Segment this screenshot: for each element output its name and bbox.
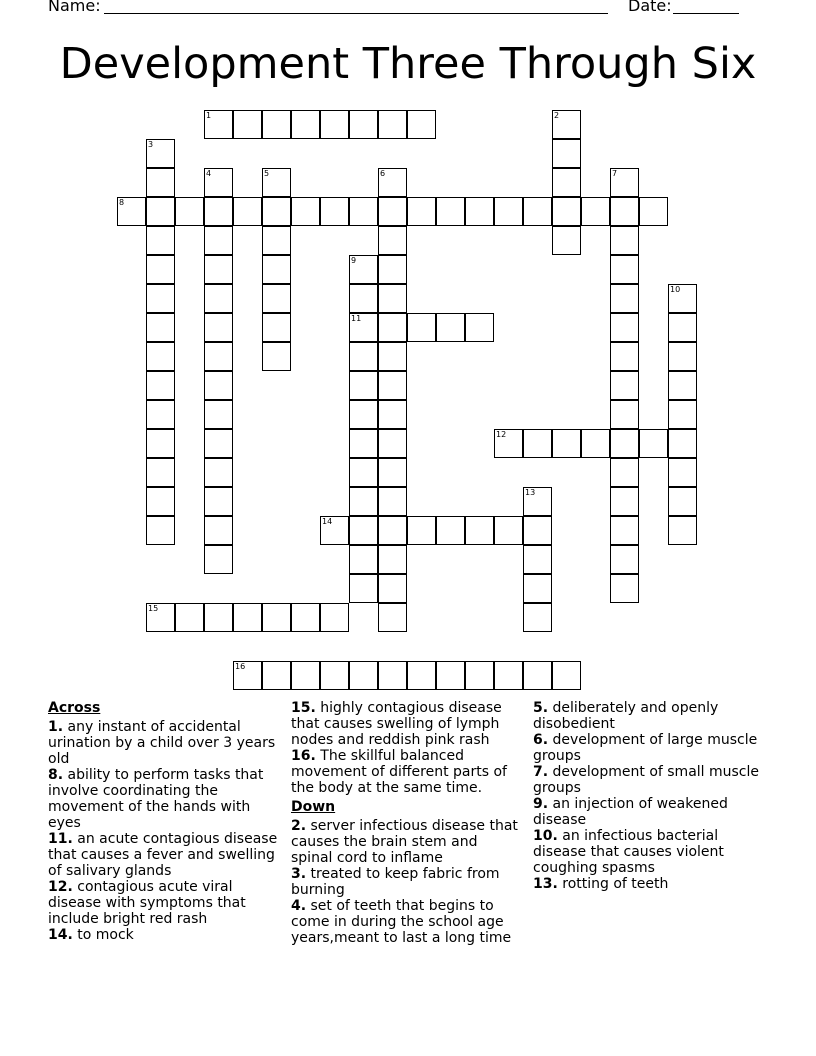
- grid-cell[interactable]: [378, 429, 407, 458]
- grid-cell[interactable]: [146, 400, 175, 429]
- clue-item: [291, 700, 523, 748]
- grid-cell[interactable]: [349, 574, 378, 603]
- grid-cell[interactable]: [523, 545, 552, 574]
- grid-cell[interactable]: [552, 139, 581, 168]
- grid-cell[interactable]: [610, 371, 639, 400]
- clue-number: 4.: [291, 898, 307, 914]
- grid-cell[interactable]: [320, 603, 349, 632]
- grid-cell[interactable]: [668, 458, 697, 487]
- name-label: Name:: [48, 0, 101, 15]
- clue-number: 10.: [533, 828, 558, 844]
- clue-number: 1.: [48, 719, 64, 735]
- clue-number-1: 1: [206, 111, 212, 120]
- grid-cell[interactable]: [349, 487, 378, 516]
- grid-cell[interactable]: [668, 516, 697, 545]
- grid-cell[interactable]: [378, 458, 407, 487]
- clue-number: 15.: [291, 700, 316, 716]
- grid-cell[interactable]: [552, 661, 581, 690]
- grid-cell[interactable]: [262, 255, 291, 284]
- grid-cell[interactable]: [494, 516, 523, 545]
- down-clue-list-continued: [533, 700, 768, 892]
- grid-cell[interactable]: [146, 429, 175, 458]
- grid-cell[interactable]: [494, 197, 523, 226]
- clue-item: [533, 828, 768, 876]
- grid-cell[interactable]: [146, 371, 175, 400]
- grid-cell[interactable]: [378, 255, 407, 284]
- clue-number-16: 16: [235, 662, 246, 671]
- clue-number: 3.: [291, 866, 307, 882]
- grid-cell[interactable]: [523, 603, 552, 632]
- grid-cell[interactable]: [349, 342, 378, 371]
- grid-cell[interactable]: [262, 342, 291, 371]
- grid-cell[interactable]: [204, 284, 233, 313]
- clue-item: [48, 879, 280, 927]
- clue-number: 13.: [533, 876, 558, 892]
- grid-cell[interactable]: [378, 574, 407, 603]
- grid-cell[interactable]: [378, 661, 407, 690]
- grid-cell[interactable]: [407, 313, 436, 342]
- clue-number: 7.: [533, 764, 549, 780]
- grid-cell[interactable]: [262, 661, 291, 690]
- grid-cell[interactable]: [204, 342, 233, 371]
- clue-item: [48, 831, 280, 879]
- date-label: Date:: [628, 0, 672, 15]
- clue-number: 8.: [48, 767, 64, 783]
- grid-cell[interactable]: [204, 429, 233, 458]
- grid-cell[interactable]: [465, 197, 494, 226]
- grid-cell[interactable]: [320, 661, 349, 690]
- grid-cell[interactable]: [204, 226, 233, 255]
- clue-item: [291, 898, 523, 946]
- grid-cell[interactable]: [668, 400, 697, 429]
- grid-cell[interactable]: [494, 661, 523, 690]
- grid-cell[interactable]: [552, 226, 581, 255]
- grid-cell[interactable]: [320, 197, 349, 226]
- clue-number-14: 14: [322, 517, 333, 526]
- grid-cell[interactable]: [349, 661, 378, 690]
- clue-number-9: 9: [351, 256, 357, 265]
- clue-number-11: 11: [351, 314, 362, 323]
- grid-cell[interactable]: [407, 110, 436, 139]
- clue-item: [48, 767, 280, 831]
- grid-cell[interactable]: [552, 197, 581, 226]
- clue-number: 2.: [291, 818, 307, 834]
- grid-cell[interactable]: [407, 197, 436, 226]
- grid-cell[interactable]: [610, 255, 639, 284]
- grid-cell[interactable]: [146, 168, 175, 197]
- grid-cell[interactable]: [378, 226, 407, 255]
- clue-number-8: 8: [119, 198, 125, 207]
- grid-cell[interactable]: [581, 429, 610, 458]
- grid-cell[interactable]: [639, 197, 668, 226]
- grid-cell[interactable]: [523, 429, 552, 458]
- grid-cell[interactable]: [552, 168, 581, 197]
- grid-cell[interactable]: [320, 110, 349, 139]
- grid-cell[interactable]: [407, 661, 436, 690]
- clue-text: ability to perform tasks that involve coordinating the movement of the hands with eyes: [48, 767, 264, 831]
- clue-number-4: 4: [206, 169, 212, 178]
- grid-cell[interactable]: [610, 342, 639, 371]
- grid-cell[interactable]: [610, 545, 639, 574]
- grid-cell[interactable]: [349, 400, 378, 429]
- grid-cell[interactable]: [233, 197, 262, 226]
- clue-item: [48, 719, 280, 767]
- grid-cell[interactable]: [262, 313, 291, 342]
- grid-cell[interactable]: [146, 487, 175, 516]
- grid-cell[interactable]: [436, 197, 465, 226]
- across-clue-list: [48, 719, 280, 943]
- grid-cell[interactable]: [610, 313, 639, 342]
- grid-cell[interactable]: [378, 400, 407, 429]
- grid-cell[interactable]: [639, 429, 668, 458]
- grid-cell[interactable]: [349, 429, 378, 458]
- grid-cell[interactable]: [233, 110, 262, 139]
- grid-cell[interactable]: [233, 603, 262, 632]
- grid-cell[interactable]: [204, 516, 233, 545]
- clue-number: 9.: [533, 796, 549, 812]
- clues-column-1: [48, 700, 280, 943]
- grid-cell[interactable]: [204, 458, 233, 487]
- across-clue-list-continued: [291, 700, 523, 796]
- clue-item: [291, 818, 523, 866]
- grid-cell[interactable]: [378, 197, 407, 226]
- grid-cell[interactable]: [523, 661, 552, 690]
- grid-cell[interactable]: [204, 603, 233, 632]
- clue-text: development of small muscle groups: [533, 764, 760, 796]
- clue-number-10: 10: [670, 285, 681, 294]
- clue-number: 14.: [48, 927, 73, 943]
- grid-cell[interactable]: [668, 313, 697, 342]
- grid-cell[interactable]: [378, 603, 407, 632]
- clue-text: to mock: [77, 927, 134, 943]
- grid-cell[interactable]: [407, 516, 436, 545]
- grid-cell[interactable]: [204, 487, 233, 516]
- grid-cell[interactable]: [378, 487, 407, 516]
- down-heading: Down: [291, 799, 336, 815]
- clue-item: [48, 927, 280, 943]
- grid-cell[interactable]: [291, 661, 320, 690]
- grid-cell[interactable]: [465, 313, 494, 342]
- grid-cell[interactable]: [523, 516, 552, 545]
- grid-cell[interactable]: [436, 313, 465, 342]
- grid-cell[interactable]: [378, 110, 407, 139]
- clue-number-13: 13: [525, 488, 536, 497]
- grid-cell[interactable]: [349, 371, 378, 400]
- grid-cell[interactable]: [262, 284, 291, 313]
- clue-text: an acute contagious disease that causes a fever and swelling of salivary glands: [48, 831, 278, 879]
- grid-cell[interactable]: [146, 313, 175, 342]
- grid-cell[interactable]: [146, 458, 175, 487]
- clue-text: set of teeth that begins to come in during the school age years,meant to last a long time: [291, 898, 512, 946]
- grid-cell[interactable]: [175, 197, 204, 226]
- clue-number-12: 12: [496, 430, 507, 439]
- grid-cell[interactable]: [349, 516, 378, 545]
- grid-cell[interactable]: [378, 284, 407, 313]
- grid-cell[interactable]: [175, 603, 204, 632]
- clue-item: [533, 764, 768, 796]
- grid-cell[interactable]: [610, 516, 639, 545]
- grid-cell[interactable]: [378, 342, 407, 371]
- grid-cell[interactable]: [204, 197, 233, 226]
- grid-cell[interactable]: [146, 197, 175, 226]
- grid-cell[interactable]: [146, 255, 175, 284]
- grid-cell[interactable]: [378, 516, 407, 545]
- clue-item: [291, 748, 523, 796]
- grid-cell[interactable]: [291, 603, 320, 632]
- clue-number: 16.: [291, 748, 316, 764]
- grid-cell[interactable]: [378, 313, 407, 342]
- grid-cell[interactable]: [146, 516, 175, 545]
- grid-cell[interactable]: [378, 545, 407, 574]
- grid-cell[interactable]: [349, 110, 378, 139]
- clue-item: [533, 732, 768, 764]
- clue-text: rotting of teeth: [562, 876, 669, 892]
- grid-cell[interactable]: [610, 284, 639, 313]
- grid-cell[interactable]: [610, 574, 639, 603]
- grid-cell[interactable]: [204, 545, 233, 574]
- grid-cell[interactable]: [610, 226, 639, 255]
- clue-text: The skillful balanced movement of different parts of the body at the same time.: [291, 748, 507, 796]
- clue-number-7: 7: [612, 169, 618, 178]
- clue-item: [291, 866, 523, 898]
- clue-number: 6.: [533, 732, 549, 748]
- puzzle-title: Development Three Through Six: [59, 39, 757, 89]
- grid-cell[interactable]: [349, 545, 378, 574]
- clue-text: deliberately and openly disobedient: [533, 700, 719, 732]
- grid-cell[interactable]: [465, 661, 494, 690]
- clue-text: development of large muscle groups: [533, 732, 758, 764]
- grid-cell[interactable]: [262, 603, 291, 632]
- grid-cell[interactable]: [523, 197, 552, 226]
- clue-number: 12.: [48, 879, 73, 895]
- grid-cell[interactable]: [262, 110, 291, 139]
- grid-cell[interactable]: [465, 516, 494, 545]
- clue-text: an infectious bacterial disease that causes violent coughing spasms: [533, 828, 724, 876]
- grid-cell[interactable]: [291, 110, 320, 139]
- grid-cell[interactable]: [668, 487, 697, 516]
- clues-column-2: [291, 700, 523, 946]
- grid-cell[interactable]: [349, 284, 378, 313]
- clue-number-15: 15: [148, 604, 159, 613]
- clue-text: server infectious disease that causes the brain stem and spinal cord to inflame: [291, 818, 518, 866]
- grid-cell[interactable]: [204, 255, 233, 284]
- clue-item: [533, 796, 768, 828]
- clue-text: an injection of weakened disease: [533, 796, 728, 828]
- grid-cell[interactable]: [610, 400, 639, 429]
- clue-text: any instant of accidental urination by a child over 3 years old: [48, 719, 276, 767]
- grid-cell[interactable]: [610, 197, 639, 226]
- grid-cell[interactable]: [668, 371, 697, 400]
- grid-cell[interactable]: [668, 429, 697, 458]
- clue-number: 11.: [48, 831, 73, 847]
- grid-cell[interactable]: [291, 197, 320, 226]
- grid-cell[interactable]: [262, 197, 291, 226]
- across-heading: Across: [48, 700, 101, 716]
- clue-number-6: 6: [380, 169, 386, 178]
- down-clue-list: [291, 818, 523, 946]
- grid-cell[interactable]: [262, 226, 291, 255]
- grid-cell[interactable]: [349, 197, 378, 226]
- grid-cell[interactable]: [610, 429, 639, 458]
- grid-cell[interactable]: [436, 516, 465, 545]
- clue-number-2: 2: [554, 111, 560, 120]
- grid-cell[interactable]: [581, 197, 610, 226]
- clue-item: [533, 876, 768, 892]
- clue-number-5: 5: [264, 169, 270, 178]
- grid-cell[interactable]: [668, 342, 697, 371]
- grid-cell[interactable]: [204, 371, 233, 400]
- grid-cell[interactable]: [436, 661, 465, 690]
- grid-cell[interactable]: [610, 487, 639, 516]
- clue-item: [533, 700, 768, 732]
- grid-cell[interactable]: [146, 342, 175, 371]
- grid-cell[interactable]: [146, 226, 175, 255]
- clue-number-3: 3: [148, 140, 154, 149]
- grid-cell[interactable]: [204, 400, 233, 429]
- clue-text: highly contagious disease that causes swelling of lymph nodes and reddish pink rash: [291, 700, 502, 748]
- grid-cell[interactable]: [349, 458, 378, 487]
- clue-text: treated to keep fabric from burning: [291, 866, 500, 898]
- grid-cell[interactable]: [146, 284, 175, 313]
- grid-cell[interactable]: [204, 313, 233, 342]
- grid-cell[interactable]: [552, 429, 581, 458]
- clues-column-3: [533, 700, 768, 892]
- grid-cell[interactable]: [610, 458, 639, 487]
- grid-cell[interactable]: [523, 574, 552, 603]
- grid-cell[interactable]: [378, 371, 407, 400]
- clue-text: contagious acute viral disease with symptoms that include bright red rash: [48, 879, 246, 927]
- clue-number: 5.: [533, 700, 549, 716]
